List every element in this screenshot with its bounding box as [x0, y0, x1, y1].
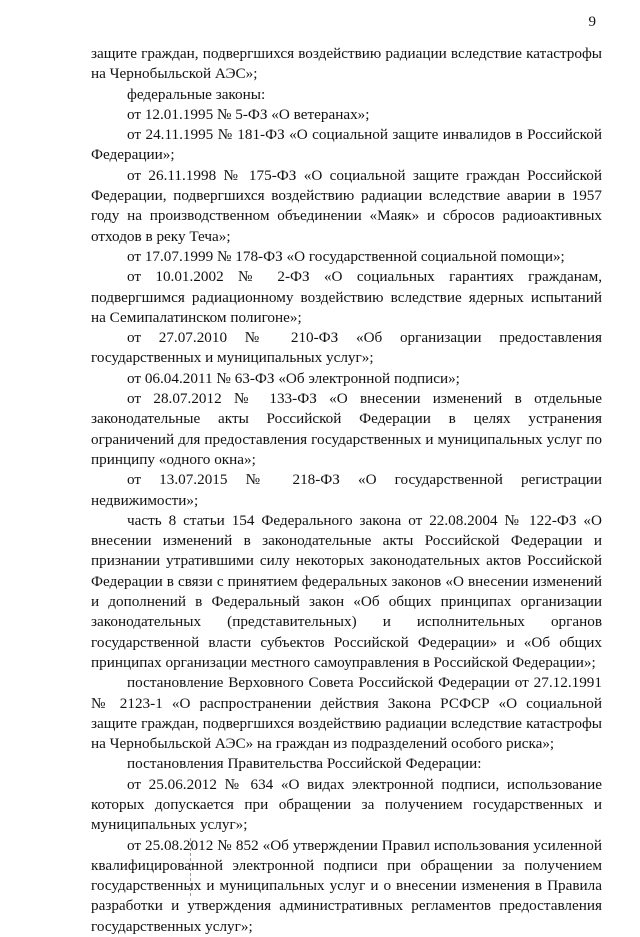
document-body — [91, 44, 602, 937]
paragraph-law-175fz: от 26.11.1998 № 175-ФЗ «О социальной защите граждан Российской Федерации, подвергшихся воздействию радиации вследствие аварии в 1957 году на производственном объединении «Маяк» и сбросов радиоактивных отходов в реку Теча»; — [91, 166, 602, 245]
paragraph-law-133fz: от 28.07.2012 № 133-ФЗ «О внесении изменений в отдельные законодательные акты Российской Федерации в целях устранения ограничений для предоставления государственных и муниципальных услуг по принципу «одного окна»; — [91, 390, 602, 468]
page-number: 9 — [588, 14, 596, 30]
paragraph-law-63fz: от 06.04.2011 № 63-ФЗ «Об электронной подписи»; — [127, 369, 460, 387]
paragraph-resolution-634: от 25.06.2012 № 634 «О видах электронной подписи, использование которых допускается при обращении за получением государственных и муниципальных услуг»; — [91, 775, 602, 834]
paragraph-law-5fz: от 12.01.1995 № 5-ФЗ «О ветеранах»; — [127, 105, 370, 123]
paragraph-resolution-2123: постановление Верховного Совета Российской Федерации от 27.12.1991 № 2123-1 «О распространении действия Закона РСФСР «О социальной защите граждан, подвергшихся воздействию радиации вследствие катастрофы на Чернобыльской АЭС» на граждан из подразделений особого риска»; — [91, 674, 602, 753]
scan-gutter-mark — [190, 838, 192, 896]
paragraph-resolution-852: от 25.08.2012 № 852 «Об утверждении Правил использования усиленной квалифицированной электронной подписи при обращении за получением государственных и муниципальных услуг и о внесении изменения в Правила разработки и утверждения административных регламентов предоставления государственных услуг»; — [91, 836, 602, 935]
paragraph-continuation: защите граждан, подвергшихся воздействию радиации вследствие катастрофы на Чернобыльской АЭС»; — [91, 45, 602, 83]
paragraph-federal-laws-heading: федеральные законы: — [127, 85, 266, 103]
paragraph-law-178fz: от 17.07.1999 № 178-ФЗ «О государственной социальной помощи»; — [127, 247, 565, 265]
paragraph-law-218fz: от 13.07.2015 № 218-ФЗ «О государственной регистрации недвижимости»; — [91, 471, 602, 509]
paragraph-law-122fz: часть 8 статьи 154 Федерального закона от 22.08.2004 № 122-ФЗ «О внесении изменений в законодательные акты Российской Федерации и признании утратившими силу некоторых законодательных актов Российской Федерации в связи с принятием федеральных законов «О внесении изменений и дополнений в Федеральный закон «Об общих принципах организации законодательных (представительных) и исполнительных органов государственной власти субъектов Российской Федерации» и «Об общих принципах организации местного самоуправления в Российской Федерации»; — [91, 511, 602, 671]
paragraph-law-2fz: от 10.01.2002 № 2-ФЗ «О социальных гарантиях гражданам, подвергшимся радиационному воздействию вследствие ядерных испытаний на Семипалатинском полигоне»; — [91, 268, 602, 326]
paragraph-law-210fz: от 27.07.2010 № 210-ФЗ «Об организации предоставления государственных и муниципальных услуг»; — [91, 329, 602, 367]
paragraph-law-181fz: от 24.11.1995 № 181-ФЗ «О социальной защите инвалидов в Российской Федерации»; — [91, 126, 602, 164]
paragraph-government-resolutions-heading: постановления Правительства Российской Федерации: — [127, 755, 482, 773]
